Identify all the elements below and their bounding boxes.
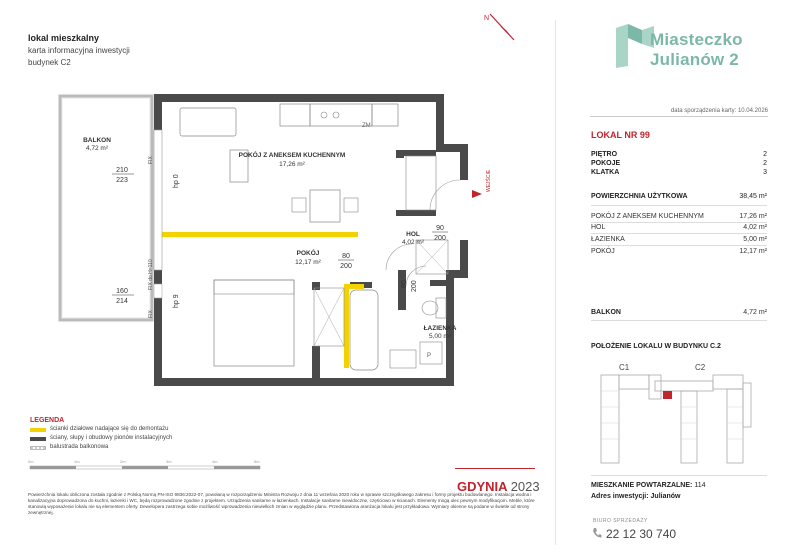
pokoj-label: POKÓJ (296, 250, 320, 257)
footnote: Powierzchnia lokalu obliczona została zgodnie z Polską Normą PN-ISO 9836:2022-07, powołaną w rozporządzeniu Ministra Rozwoju z dnia 11 września 2020 roku w sprawie szczegółowego zakresu i formy projektu budowlanego. Instalacja wodna i kanalizacyjna doprowadzona do kuchni, łazienki i WC, będą rozprowadzone zgodnie z projektem. Urządzenia sanitarne w łazienkach. Instalacje sanitarne niewidoczne, częściowo w ścianach. Elementy mogą ulec pewnym modyfikacjom. Meble, które stanowią wyposażenie lokalu nie są elementem oferty. Dewelopera zastrzega sobie możliwość wprowadzenia niewielkich zmian w wyglądzie planu. Przedstawiona aranżacja lokalu jest przykładowa. Wymiary okienne są podane w świetle od strony zewnętrznej. (28, 492, 535, 515)
floor-label: PIĘTRO (591, 151, 618, 158)
window2-height: 214 (116, 298, 128, 305)
scale-tick: 4m (212, 459, 218, 464)
door-pokoj-height: 200 (340, 263, 352, 270)
window (154, 130, 162, 270)
room1-area: 17,26 m² (279, 161, 305, 168)
legend-swatch-dark (30, 437, 46, 441)
year: 2023 (510, 479, 540, 494)
lazienka-area: 5,00 m² (428, 333, 452, 340)
sofa (180, 108, 236, 136)
lazienka-label: ŁAZIENKA (423, 325, 457, 332)
hol-label: HOL (406, 231, 420, 238)
door-lazienka-height: 200 (411, 280, 418, 292)
building-label: budynek C2 (28, 58, 71, 67)
toilet (436, 298, 446, 318)
scale-tick: 5m (254, 459, 260, 464)
legend-item: ściany, słupy i obudowy pionów instalacyjnych (50, 435, 173, 441)
north-arrow-icon (482, 8, 522, 48)
site-plan (595, 355, 770, 465)
p-label: P (427, 353, 432, 359)
usable-area-value: 38,45 m² (739, 193, 767, 200)
city: GDYNIA (457, 479, 508, 494)
document-title: lokal mieszkalny (28, 33, 100, 43)
room-row-value: 4,02 m² (743, 224, 767, 231)
window2-width: 160 (116, 288, 128, 295)
repeatable-label: MIESZKANIE POWTARZALNE: (591, 482, 693, 489)
usable-area-label: POWIERZCHNIA UŻYTKOWA (591, 193, 688, 200)
hp0-label: hp 0 (173, 174, 180, 188)
legend-item: balustrada balkonowa (50, 444, 109, 450)
scale-tick: 2m (120, 459, 126, 464)
room-row-label: POKÓJ Z ANEKSEM KUCHENNYM (591, 213, 704, 220)
entry-label: WEJŚCIE (486, 169, 492, 192)
room1-label: POKÓJ Z ANEKSEM KUCHENNYM (238, 152, 346, 159)
repeatable-row (591, 482, 706, 489)
logo-line2: Julianów 2 (650, 50, 739, 69)
sales-office-label: BIURO SPRZEDAŻY (593, 518, 648, 524)
bed (214, 280, 294, 366)
room-row-value: 5,00 m² (743, 236, 767, 243)
pokoj-area: 12,17 m² (295, 259, 321, 266)
partitions (162, 232, 364, 368)
phone-icon (592, 527, 602, 539)
balcony-plan-area: 4,72 m² (85, 145, 109, 152)
document-subtitle: karta informacyjna inwestycji (28, 46, 130, 55)
door-arc (386, 244, 412, 270)
sink (390, 350, 416, 368)
window1-height: 223 (116, 177, 128, 184)
floor-plan (50, 90, 510, 390)
position-title: POŁOŻENIE LOKALU W BUDYNKU C.2 (591, 343, 721, 350)
balcony-outline (60, 96, 152, 320)
window1-width: 210 (116, 167, 128, 174)
hp9-label: hp 9 (173, 294, 180, 308)
fix-label-2: FIX (148, 310, 154, 318)
dining-table (310, 190, 340, 222)
scale-bar (28, 456, 268, 476)
legend-item: ścianki działowe nadające się do demontażu (50, 426, 169, 432)
fix-h110-label: FIX do H=110 (148, 259, 154, 290)
logo-line1: Miasteczko (650, 30, 743, 49)
scale-tick: 3m (166, 459, 172, 464)
balcony-plan-label: BALKON (83, 137, 111, 144)
entry-door-arc (430, 180, 460, 210)
balcony-label: BALKON (591, 309, 621, 316)
scale-tick: 0m (28, 459, 34, 464)
address-label: Adres inwestycji: (591, 493, 649, 500)
site-label-c2: C2 (695, 363, 706, 372)
site-label-c1: C1 (619, 363, 630, 372)
apartment-location-marker (663, 391, 672, 399)
staircase-value: 3 (763, 169, 767, 176)
room-row-value: 12,17 m² (739, 248, 767, 255)
rooms-label: POKOJE (591, 160, 621, 167)
scale-tick: 1m (74, 459, 80, 464)
room-row-label: POKÓJ (591, 248, 615, 255)
room-row-label: HOL (591, 224, 606, 231)
legend-title: LEGENDA (30, 417, 65, 424)
rooms-value: 2 (763, 160, 767, 167)
balcony-value: 4,72 m² (743, 309, 767, 316)
zm-label: ZM (362, 123, 371, 129)
door-hol-height: 200 (434, 235, 446, 242)
fix-label: FIX (148, 156, 154, 164)
repeatable-value: 114 (694, 482, 706, 489)
entry-marker (470, 169, 500, 200)
separator (591, 205, 767, 206)
address-value: Julianów (650, 493, 681, 500)
phone-number[interactable]: 22 12 30 740 (606, 527, 677, 541)
bathtub (350, 290, 378, 370)
room-row-value: 17,26 m² (739, 213, 767, 220)
date-created: data sporządzenia karty: 10.04.2026 (590, 108, 768, 117)
city-underline (455, 468, 535, 469)
floor-value: 2 (763, 151, 767, 158)
address-row (591, 493, 680, 500)
legend-swatch-balustrade (30, 446, 46, 450)
legend-swatch-yellow (30, 428, 46, 432)
staircase-label: KLATKA (591, 169, 620, 176)
door-pokoj-width: 80 (342, 253, 350, 260)
door-hol-width: 90 (436, 225, 444, 232)
north-label: N (484, 15, 490, 22)
apartment-number: LOKAL NR 99 (591, 130, 650, 140)
hol-area: 4,02 m² (401, 239, 425, 246)
door-lazienka-width: 80 (401, 280, 408, 288)
room-row-label: ŁAZIENKA (591, 236, 625, 243)
column-divider (555, 20, 556, 545)
